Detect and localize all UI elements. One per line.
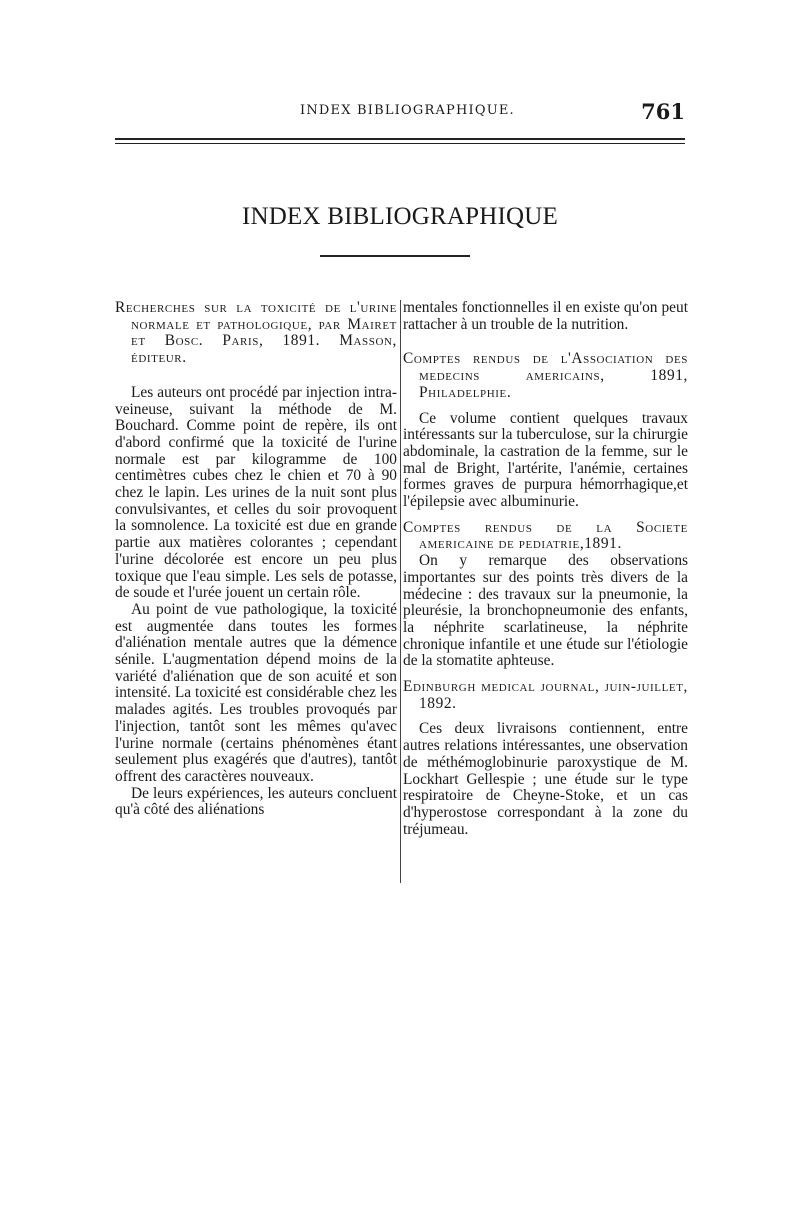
entry-heading-edinburgh: Edinburgh medical journal, juin-juillet, 1892.: [403, 678, 688, 712]
header-rule-thin: [115, 143, 685, 144]
right-column: [400, 300, 688, 838]
header-rule-thick: [115, 138, 685, 140]
paragraph: Les auteurs ont procédé par injection intra-veineuse, suivant la méthode de M. Bouchard. Comme point de repère, ils ont d'abord confirmé que la toxicité de l'urine normale est par kilogramme de 100 centimètres cubes chez le chien et 70 à 90 chez le lapin. Les urines de la nuit sont plus convulsivantes, et celles du soir provoquent la somnolence. La toxicité est due en grande partie aux matières colorantes ; cependant l'urine décolorée est encore un peu plus toxique que l'eau simple. Les sels de potasse, de soude et l'urée jouent un certain rôle.: [115, 383, 397, 602]
paragraph: De leurs expériences, les auteurs concluent qu'à côté des aliénations: [115, 784, 397, 819]
paragraph-continued: mentales fonctionnelles il en existe qu'on peut rattacher à un trouble de la nutrition.: [403, 299, 688, 333]
page-number: 761: [641, 99, 685, 124]
running-head: [115, 99, 685, 127]
title-underline: [320, 255, 470, 257]
running-title: INDEX BIBLIOGRAPHIQUE.: [300, 103, 515, 118]
left-column: [115, 300, 401, 883]
paragraph: On y remarque des observations importantes sur des points très divers de la médecine : des travaux sur la pneumonie, la pleurésie, la bronchopneumonie des enfants, la néphrite scarlatineuse, la néphrite chronique infantile et une étude sur l'étiologie de la stomatite aphteuse.: [403, 552, 688, 670]
paragraph: Ces deux livraisons contiennent, entre autres relations intéressantes, une observation de méthémoglobinurie paroxystique de M. Lockhart Gellespie ; une étude sur le type respiratoire de Cheyne-Stoke, et un cas d'hyperostose correspondant à la zone du tréjumeau.: [403, 720, 688, 838]
page-title: INDEX BIBLIOGRAPHIQUE: [242, 203, 558, 230]
paragraph: Ce volume contient quelques travaux intéressants sur la tuberculose, sur la chirurgie abdominale, la castration de la femme, sur le mal de Bright, l'artérite, l'anémie, certaines formes graves de purpura hémorrhagique,et l'épilepsie avec albuminurie.: [403, 409, 688, 511]
paragraph: Au point de vue pathologique, la toxicité est augmentée dans toutes les formes d'aliénation mentale autres que la démence sénile. L'augmentation dépend moins de la variété d'aliénation que de son acuité et son intensité. La toxicité est considérable chez les malades agités. Les troubles provoqués par l'injection, tantôt sont les mêmes qu'avec l'urine normale (certains phénomènes étant seulement plus exagérés que d'autres), tantôt offrent des caractères nouveaux.: [115, 600, 397, 785]
entry-heading-recherches: Recherches sur la toxicité de l'urine normale et pathologique, par Mairet et Bosc. Paris, 1891. Masson, éditeur.: [115, 299, 397, 367]
entry-heading-association: Comptes rendus de l'Association des medecins americains, 1891, Philadelphie.: [403, 350, 688, 401]
entry-heading-pediatrie: Comptes rendus de la Societe americaine de pediatrie,1891.: [403, 518, 688, 553]
